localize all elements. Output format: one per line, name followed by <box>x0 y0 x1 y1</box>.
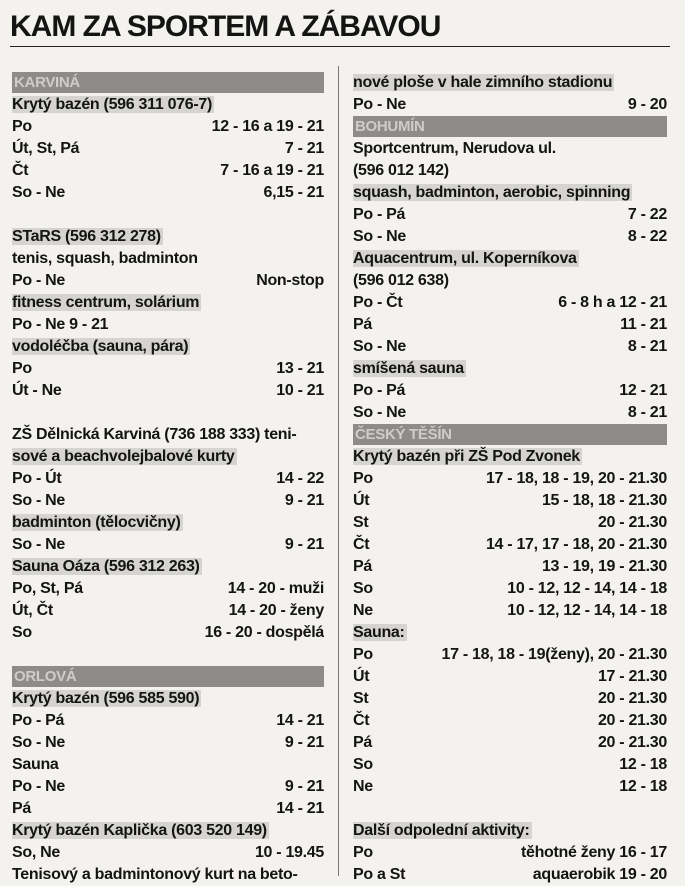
venue-heading-text: Krytý bazén (596 311 076-7) <box>12 96 213 113</box>
venue-heading-text: sové a beachvolejbalové kurty <box>12 448 235 465</box>
schedule-days: Po - Pá <box>12 712 65 729</box>
schedule-row <box>12 358 324 380</box>
schedule-hours: 6 - 8 h a 12 - 21 <box>558 294 667 311</box>
schedule-row <box>12 116 324 138</box>
schedule-hours: 20 - 21.30 <box>597 712 667 729</box>
schedule-days: Čt <box>12 162 29 179</box>
schedule-row <box>12 534 324 556</box>
spacer <box>353 798 667 820</box>
schedule-days: Po - Pá <box>353 206 406 223</box>
venue-heading <box>353 72 667 94</box>
section-header: KARVINÁ <box>12 72 324 93</box>
schedule-hours: 13 - 21 <box>276 360 324 377</box>
schedule-days: Po - Pá <box>353 382 406 399</box>
schedule-hours: 9 - 21 <box>284 536 324 553</box>
schedule-row <box>12 578 324 600</box>
schedule-hours: 7 - 16 a 19 - 21 <box>220 162 324 179</box>
venue-heading <box>12 226 324 248</box>
schedule-hours: 8 - 21 <box>627 404 667 421</box>
schedule-days: Čt <box>353 536 370 553</box>
schedule-days: So - Ne <box>353 404 407 421</box>
schedule-row <box>353 534 667 556</box>
schedule-row <box>353 292 667 314</box>
section-header: BOHUMÍN <box>353 116 667 137</box>
schedule-row <box>12 490 324 512</box>
schedule-row <box>353 754 667 776</box>
venue-heading <box>12 336 324 358</box>
venue-heading-text: Sauna Oáza (596 312 263) <box>12 558 200 575</box>
schedule-hours: aquaerobik 19 - 20 <box>532 866 667 883</box>
schedule-row <box>12 160 324 182</box>
schedule-hours: 11 - 21 <box>620 316 667 333</box>
schedule-row <box>353 600 667 622</box>
text-line: Sauna <box>12 756 59 773</box>
venue-heading-text: vodoléčba (sauna, pára) <box>12 338 189 355</box>
venue-heading <box>353 820 667 842</box>
venue-heading-text: badminton (tělocvičny) <box>12 514 181 531</box>
schedule-row <box>353 94 667 116</box>
schedule-row <box>353 314 667 336</box>
venue-heading-text: Krytý bazén Kaplička (603 520 149) <box>12 822 267 839</box>
schedule-hours: 16 - 20 - dospělá <box>204 624 324 641</box>
text-line: tenis, squash, badminton <box>12 250 198 267</box>
schedule-row <box>353 710 667 732</box>
schedule-row <box>353 336 667 358</box>
venue-heading-text: Krytý bazén při ZŠ Pod Zvonek <box>353 448 580 465</box>
venue-heading <box>12 688 324 710</box>
venue-heading <box>353 358 667 380</box>
schedule-row <box>353 864 667 886</box>
schedule-hours: 15 - 18, 18 - 21.30 <box>541 492 667 509</box>
schedule-hours: 12 - 16 a 19 - 21 <box>211 118 324 135</box>
schedule-row <box>353 402 667 424</box>
schedule-days: St <box>353 514 369 531</box>
venue-heading <box>12 446 324 468</box>
venue-heading-text: Aquacentrum, ul. Koperníkova <box>353 250 577 267</box>
schedule-days: Pá <box>353 734 372 751</box>
schedule-row <box>12 776 324 798</box>
venue-heading-text: fitness centrum, solárium <box>12 294 200 311</box>
schedule-days: Po - Ne <box>353 96 407 113</box>
section-header: ORLOVÁ <box>12 666 324 687</box>
schedule-days: Út - Ne <box>12 382 62 399</box>
schedule-hours: 17 - 18, 18 - 19(ženy), 20 - 21.30 <box>441 646 667 663</box>
venue-heading-text: squash, badminton, aerobic, spinning <box>353 184 631 201</box>
schedule-hours: 6,15 - 21 <box>263 184 324 201</box>
schedule-row <box>353 380 667 402</box>
schedule-hours: 8 - 22 <box>627 228 667 245</box>
schedule-row <box>353 776 667 798</box>
schedule-days: Čt <box>353 712 370 729</box>
schedule-days: Po <box>353 844 373 861</box>
text-line: Tenisový a badmintonový kurt na beto- <box>12 866 298 883</box>
schedule-days: Pá <box>353 558 372 575</box>
spacer <box>12 402 324 424</box>
schedule-days: Po - Út <box>12 470 62 487</box>
venue-heading-text: Další odpolední aktivity: <box>353 822 530 839</box>
schedule-hours: 12 - 18 <box>619 778 667 795</box>
schedule-row <box>353 644 667 666</box>
venue-heading <box>353 248 667 270</box>
schedule-row <box>353 688 667 710</box>
venue-heading <box>353 446 667 468</box>
schedule-days: So <box>12 624 32 641</box>
schedule-hours: 14 - 20 - ženy <box>228 602 324 619</box>
schedule-days: So - Ne <box>353 338 407 355</box>
schedule-days: Po - Čt <box>353 294 403 311</box>
schedule-hours: 20 - 21.30 <box>597 514 667 531</box>
schedule-hours: 20 - 21.30 <box>597 734 667 751</box>
schedule-hours: 14 - 21 <box>276 800 324 817</box>
schedule-days: So - Ne <box>353 228 407 245</box>
schedule-hours: 17 - 18, 18 - 19, 20 - 21.30 <box>485 470 667 487</box>
schedule-days: Po <box>12 118 32 135</box>
schedule-hours: 9 - 20 <box>627 96 667 113</box>
schedule-row <box>353 512 667 534</box>
schedule-days: Po - Ne <box>12 272 66 289</box>
venue-heading <box>12 556 324 578</box>
schedule-hours: těhotné ženy 16 - 17 <box>520 844 667 861</box>
venue-heading <box>12 512 324 534</box>
venue-heading <box>353 182 667 204</box>
schedule-days: So, Ne <box>12 844 60 861</box>
schedule-row <box>12 138 324 160</box>
left-column <box>12 72 324 886</box>
schedule-row <box>12 798 324 820</box>
schedule-row <box>353 468 667 490</box>
schedule-days: So - Ne <box>12 536 66 553</box>
schedule-days: Po <box>353 646 373 663</box>
schedule-days: Po a St <box>353 866 406 883</box>
schedule-days: Ne <box>353 778 373 795</box>
schedule-row <box>353 204 667 226</box>
text-line: Sportcentrum, Nerudova ul. <box>353 140 556 157</box>
schedule-days: So - Ne <box>12 184 66 201</box>
schedule-hours: 12 - 21 <box>619 382 667 399</box>
schedule-row <box>353 556 667 578</box>
schedule-row <box>12 842 324 864</box>
schedule-hours: 9 - 21 <box>284 492 324 509</box>
schedule-days: Ne <box>353 602 373 619</box>
venue-heading-text: Sauna: <box>353 624 405 641</box>
schedule-hours: 14 - 21 <box>276 712 324 729</box>
schedule-hours: 14 - 20 - muži <box>227 580 324 597</box>
text-line: (596 012 142) <box>353 162 449 179</box>
schedule-row <box>353 226 667 248</box>
schedule-hours: 17 - 21.30 <box>597 668 667 685</box>
venue-heading-text: STaRS (596 312 278) <box>12 228 161 245</box>
schedule-hours: 12 - 18 <box>619 756 667 773</box>
schedule-hours: 9 - 21 <box>284 778 324 795</box>
section-header: ČESKÝ TĚŠÍN <box>353 424 667 445</box>
schedule-days: So <box>353 580 373 597</box>
right-column <box>353 72 667 886</box>
schedule-hours: 10 - 12, 12 - 14, 14 - 18 <box>507 602 667 619</box>
schedule-row <box>353 732 667 754</box>
schedule-row <box>12 182 324 204</box>
venue-heading <box>353 622 667 644</box>
schedule-days: Po <box>12 360 32 377</box>
schedule-days: Po <box>353 470 373 487</box>
schedule-days: Út, St, Pá <box>12 140 80 157</box>
venue-heading-text: smíšená sauna <box>353 360 464 377</box>
schedule-days: St <box>353 690 369 707</box>
schedule-days: Út, Čt <box>12 602 53 619</box>
schedule-hours: 10 - 19.45 <box>254 844 324 861</box>
schedule-days: Út <box>353 492 370 509</box>
schedule-days: So <box>353 756 373 773</box>
schedule-days: So - Ne <box>12 492 66 509</box>
schedule-days: So - Ne <box>12 734 66 751</box>
schedule-row <box>12 468 324 490</box>
schedule-row <box>353 578 667 600</box>
schedule-hours: Non-stop <box>256 272 324 289</box>
schedule-days: Pá <box>353 316 372 333</box>
schedule-hours: 20 - 21.30 <box>597 690 667 707</box>
schedule-row <box>12 380 324 402</box>
venue-heading-text: Krytý bazén (596 585 590) <box>12 690 200 707</box>
schedule-hours: 7 - 21 <box>284 140 324 157</box>
schedule-hours: 8 - 21 <box>627 338 667 355</box>
page-title: KAM ZA SPORTEM A ZÁBAVOU <box>10 10 670 47</box>
schedule-hours: 14 - 17, 17 - 18, 20 - 21.30 <box>485 536 667 553</box>
text-line: Po - Ne 9 - 21 <box>12 316 109 333</box>
schedule-hours: 10 - 21 <box>276 382 324 399</box>
venue-heading-text: nové ploše v hale zimního stadionu <box>353 74 613 91</box>
schedule-row <box>12 600 324 622</box>
schedule-days: Po, St, Pá <box>12 580 83 597</box>
text-line: ZŠ Dělnická Karviná (736 188 333) teni- <box>12 426 297 443</box>
column-divider <box>338 66 339 876</box>
text-line: (596 012 638) <box>353 272 449 289</box>
schedule-row <box>353 490 667 512</box>
schedule-days: Út <box>353 668 370 685</box>
schedule-hours: 13 - 19, 19 - 21.30 <box>541 558 667 575</box>
schedule-days: Pá <box>12 800 31 817</box>
spacer <box>12 644 324 666</box>
schedule-hours: 7 - 22 <box>627 206 667 223</box>
schedule-days: Po - Ne <box>12 778 66 795</box>
venue-heading <box>12 292 324 314</box>
schedule-row <box>12 710 324 732</box>
schedule-hours: 10 - 12, 12 - 14, 14 - 18 <box>507 580 667 597</box>
schedule-hours: 9 - 21 <box>284 734 324 751</box>
spacer <box>12 204 324 226</box>
schedule-row <box>12 270 324 292</box>
schedule-row <box>353 666 667 688</box>
venue-heading <box>12 820 324 842</box>
schedule-row <box>12 622 324 644</box>
schedule-row <box>12 732 324 754</box>
schedule-hours: 14 - 22 <box>276 470 324 487</box>
schedule-row <box>353 842 667 864</box>
venue-heading <box>12 94 324 116</box>
